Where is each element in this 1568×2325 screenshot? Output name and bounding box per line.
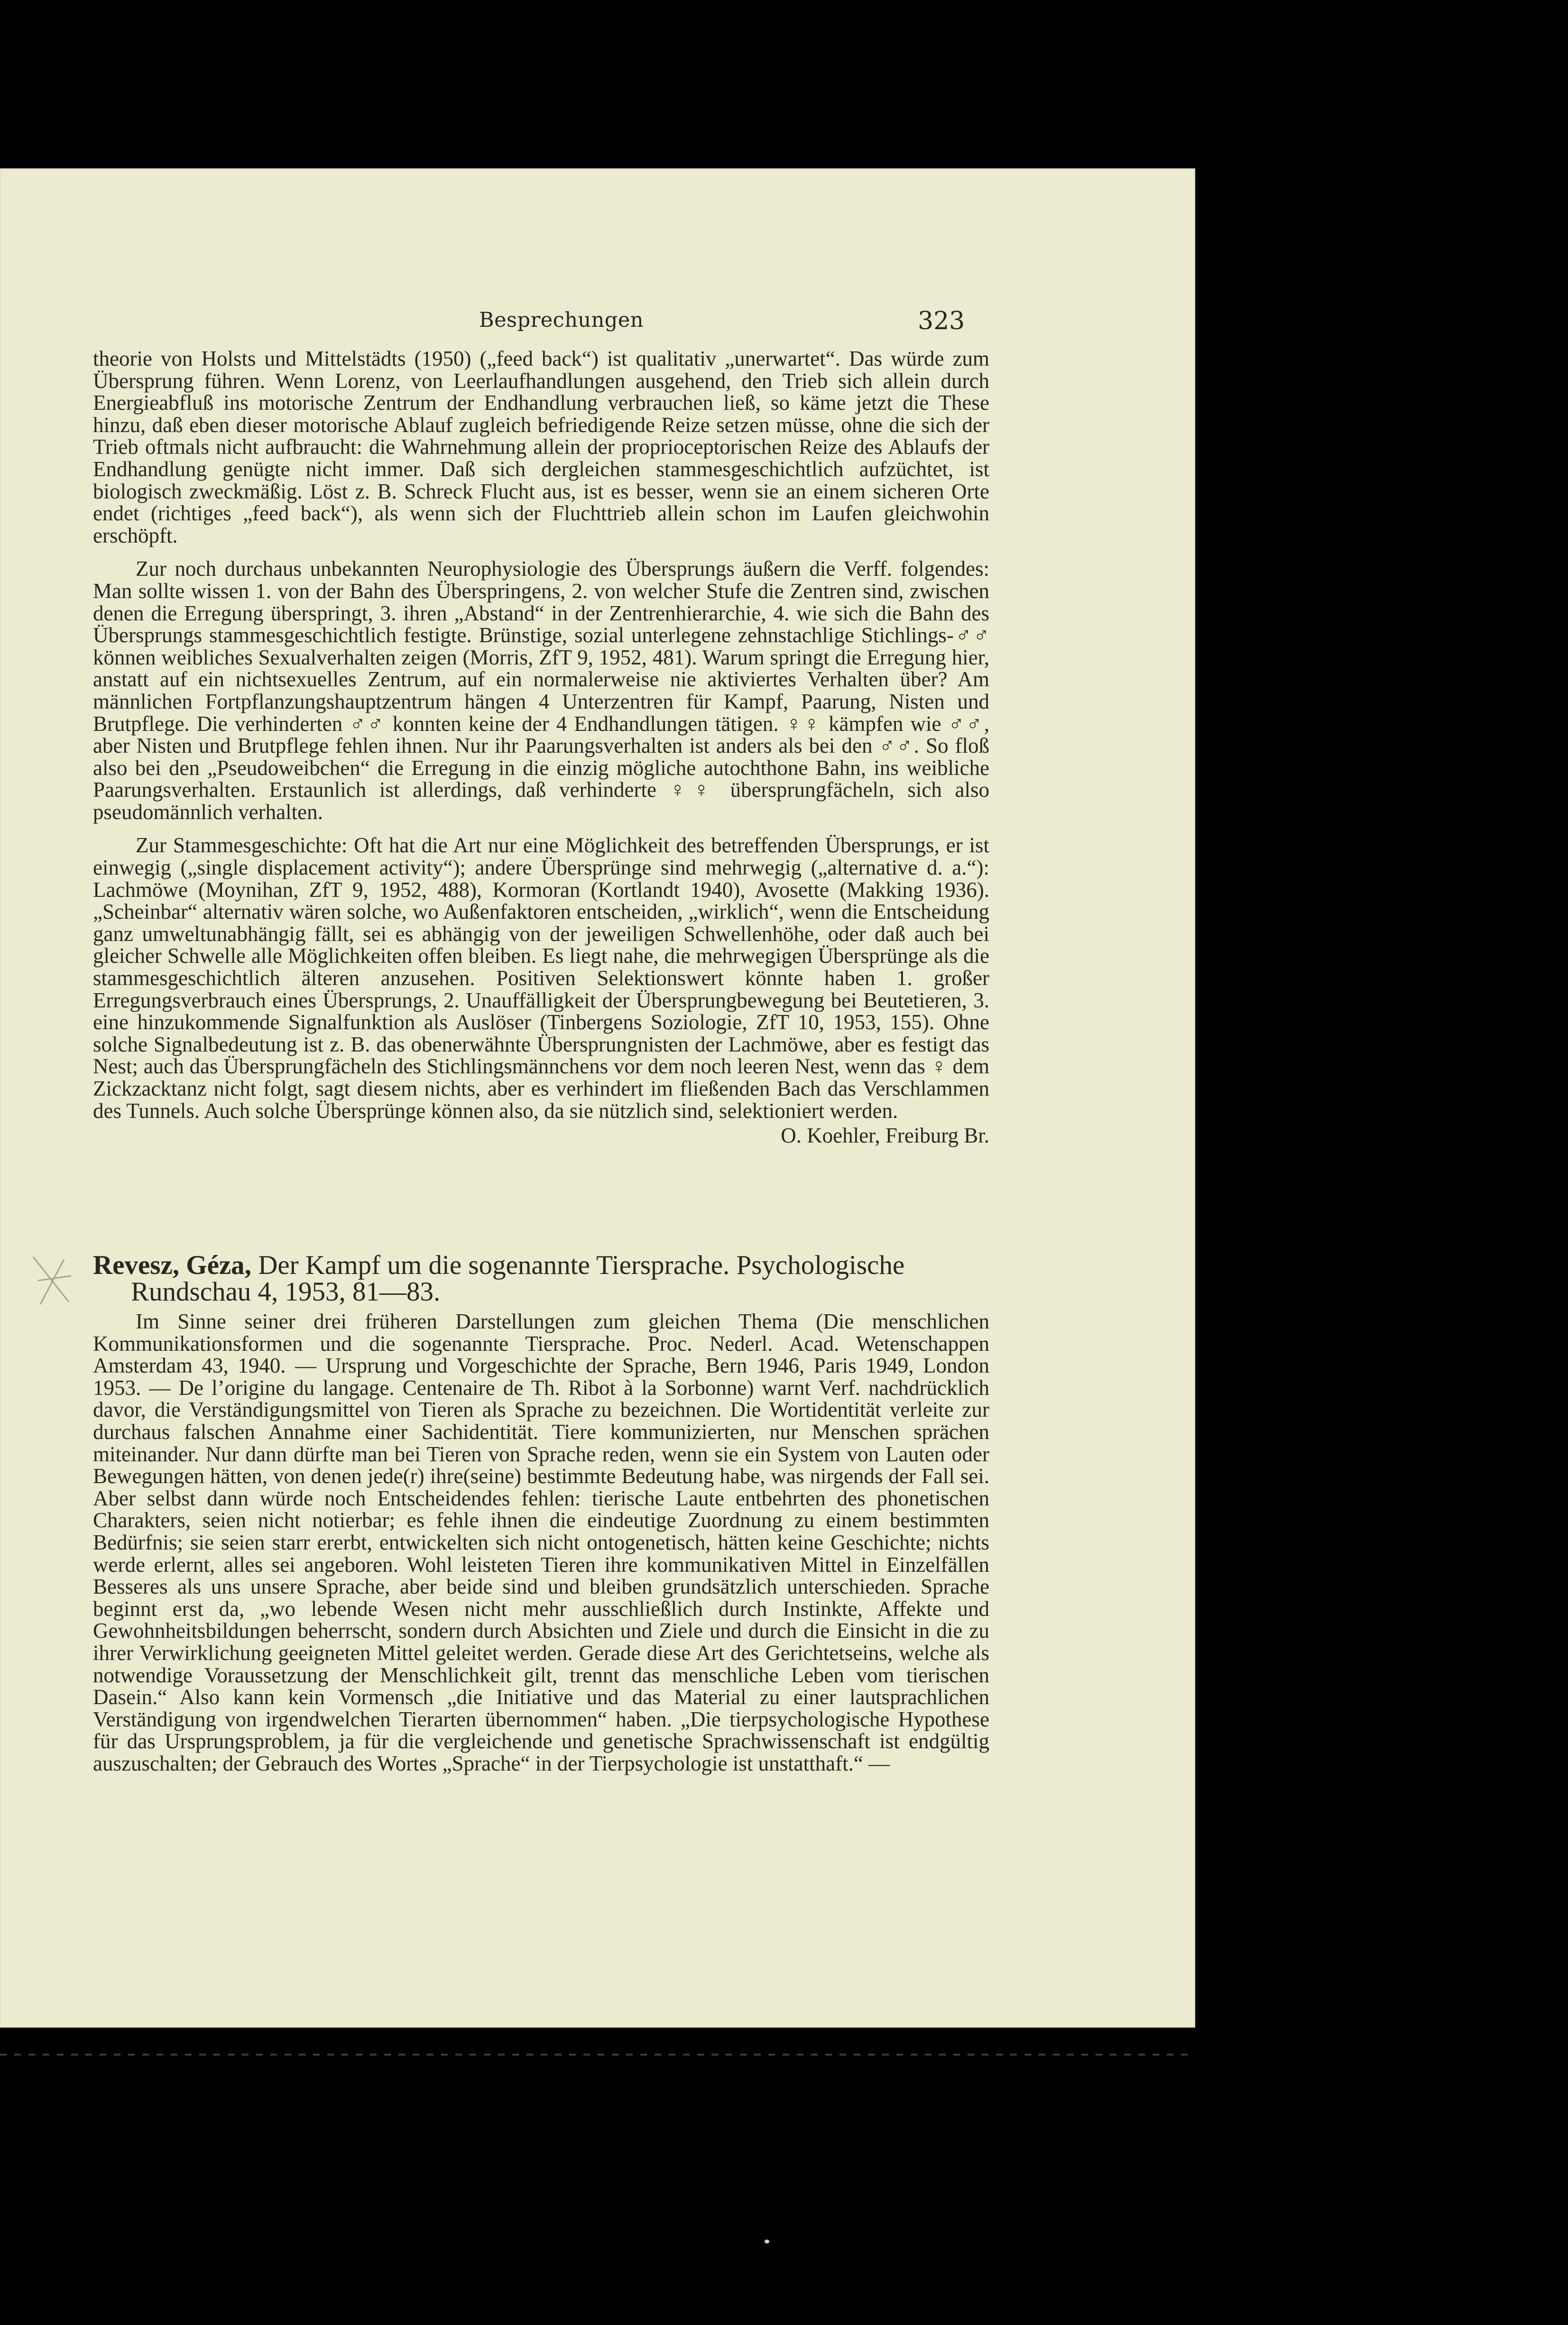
paragraph-1: theorie von Holsts und Mittelstädts (1950) („feed back“) ist qualitativ „unerwartet“. Das würde zum Übersprung führen. Wenn Lorenz, von Leerlaufhandlungen ausgehend, den Trieb sich allein durch Energieabfluß ins motorische Zentrum der Endhandlung verbrauchen ließ, so käme jetzt die These hinzu, daß eben dieser motorische Ablauf zugleich befriedigende Reize setzen müsse, ohne die sich der Trieb oftmals nicht aufbraucht: die Wahrnehmung allein der proprioceptorischen Reize des Ablaufs der Endhandlung genügte nicht immer. Daß sich dergleichen stammesgeschichtlich aufzüchtet, ist biologisch zweckmäßig. Löst z. B. Schreck Flucht aus, ist es besser, wenn sie an einem sicheren Orte endet (richtiges „feed back“), als wenn sich der Fluchttrieb allein schon im Laufen gleichwohin erschöpft. bbox=[93, 347, 989, 547]
paragraph-2: Zur noch durchaus unbekannten Neurophysiologie des Übersprungs äußern die Verff. folgendes: Man sollte wissen 1. von der Bahn des Überspringens, 2. von welcher Stufe die Zentren sind, zwischen denen die Erregung überspringt, 3. ihren „Abstand“ in der Zentrenhierarchie, 4. wie sich die Bahn des Übersprungs stammesgeschichtlich festigte. Brünstige, sozial unterlegene zehnstachlige Stichlings-♂♂ können weibliches Sexualverhalten zeigen (Morris, ZfT 9, 1952, 481). Warum springt die Erregung hier, anstatt auf ein nichtsexuelles Zentrum, auf ein normalerweise nie aktiviertes Verhalten über? Am männlichen Fortpflanzungshauptzentrum hängen 4 Unterzentren für Kampf, Paarung, Nisten und Brutpflege. Die verhinderten ♂♂ konnten keine der 4 Endhandlungen tätigen. ♀♀ kämpfen wie ♂♂, aber Nisten und Brutpflege fehlen ihnen. Nur ihr Paarungsverhalten ist anders als bei den ♂♂. So floß also bei den „Pseudoweibchen“ die Erregung in die einzig mögliche autochthone Bahn, ins weibliche Paarungsverhalten. Erstaunlich ist allerdings, daß verhinderte ♀♀ übersprungfächeln, sich also pseudomännlich verhalten. bbox=[93, 557, 989, 824]
review-2-title-line-2: Rundschau 4, 1953, 81—83. bbox=[131, 1277, 441, 1307]
sheet-edge-line bbox=[0, 2054, 1195, 2056]
book-page bbox=[0, 168, 1195, 2028]
page-number: 323 bbox=[918, 307, 965, 335]
review-2-text bbox=[93, 1310, 989, 1774]
review-1-text bbox=[93, 348, 989, 1147]
review-2-author: Revesz, Géza, bbox=[93, 1250, 251, 1280]
review-2-title-line-1: Der Kampf um die sogenannte Tiersprache. Psychologische bbox=[258, 1250, 905, 1280]
paragraph-3: Zur Stammesgeschichte: Oft hat die Art nur eine Möglichkeit des betreffenden Übersprungs, er ist einwegig („single displacement activity“); andere Übersprünge sind mehrwegig („alternative d. a.“): Lachmöwe (Moynihan, ZfT 9, 1952, 488), Kormoran (Kortlandt 1940), Avosette (Makking 1936). „Scheinbar“ alternativ wären solche, wo Außenfaktoren entscheiden, „wirklich“, wenn die Entscheidung ganz umweltunabhängig fällt, sei es abhängig von der jeweiligen Schwellenhöhe, oder daß auch bei gleicher Schwelle alle Möglichkeiten offen bleiben. Es liegt nahe, die mehrwegigen Übersprünge als die stammesgeschichtlich älteren anzusehen. Positiven Selektionswert könnte haben 1. großer Erregungsverbrauch eines Übersprungs, 2. Unauffälligkeit der Übersprungbewegung bei Beutetieren, 3. eine hinzukommende Signalfunktion als Auslöser (Tinbergens Soziologie, ZfT 10, 1953, 155). Ohne solche Signalbedeutung ist z. B. das obenerwähnte Übersprungnisten der Lachmöwe, aber es festigt das Nest; auch das Übersprungfächeln des Stichlingsmännchens vor dem noch leeren Nest, wenn das ♀ dem Zickzacktanz nicht folgt, sagt diesem nichts, aber es verhindert im fließenden Bach das Verschlammen des Tunnels. Auch solche Übersprünge können also, da sie nützlich sind, selektioniert werden. bbox=[93, 833, 989, 1123]
review-1-signature: O. Koehler, Freiburg Br. bbox=[781, 1124, 989, 1148]
review-2-heading bbox=[93, 1252, 989, 1305]
handwritten-margin-mark-icon bbox=[24, 1247, 81, 1314]
running-head: Besprechungen bbox=[479, 308, 644, 332]
dust-speck bbox=[765, 2240, 769, 2243]
review-2-body: Im Sinne seiner drei früheren Darstellungen zum gleichen Thema (Die menschlichen Kommunikationsformen und die sogenannte Tiersprache. Proc. Nederl. Acad. Wetenschappen Amsterdam 43, 1940. — Ursprung und Vorgeschichte der Sprache, Bern 1946, Paris 1949, London 1953. — De l’origine du langage. Centenaire de Th. Ribot à la Sorbonne) warnt Verf. nachdrücklich davor, die Verständigungsmittel von Tieren als Sprache zu bezeichnen. Die Wortidentität verleite zur durchaus falschen Annahme einer Sachidentität. Tiere kommunizierten, nur Menschen sprächen miteinander. Nur dann dürfte man bei Tieren von Sprache reden, wenn sie ein System von Lauten oder Bewegungen hätten, von denen jede(r) ihre(seine) bestimmte Bedeutung habe, was nirgends der Fall sei. Aber selbst dann würde noch Entscheidendes fehlen: tierische Laute entbehrten des phonetischen Charakters, seien nicht notierbar; es fehle ihnen die eindeutige Zuordnung zu einem bestimmten Bedürfnis; sie seien starr ererbt, entwickelten sich nicht ontogenetisch, hätten keine Geschichte; nichts werde erlernt, alles sei angeboren. Wohl leisteten Tieren ihre kommunikativen Mittel in Einzelfällen Besseres als uns unsere Sprache, aber beide sind und bleiben grundsätzlich unterschieden. Sprache beginnt erst da, „wo lebende Wesen nicht mehr ausschließlich durch Instinkte, Affekte und Gewohnheitsbildungen beherrscht, sondern durch Absichten und Ziele und durch die Einsicht in die zu ihrer Verwirklichung geeigneten Mittel geleitet werden. Gerade diese Art des Gerichtetseins, welche als notwendige Voraussetzung der Menschlichkeit gilt, trennt das menschliche Leben vom tierischen Dasein.“ Also kann kein Vormensch „die Initiative und das Material zu einer lautsprachlichen Verständigung von irgendwelchen Tierarten übernommen“ haben. „Die tierpsychologische Hypothese für das Ursprungsproblem, ja für die vergleichende und genetische Sprachwissenschaft ist endgültig auszuschalten; der Gebrauch des Wortes „Sprache“ in der Tierpsychologie ist unstatthaft.“ — bbox=[93, 1310, 989, 1775]
